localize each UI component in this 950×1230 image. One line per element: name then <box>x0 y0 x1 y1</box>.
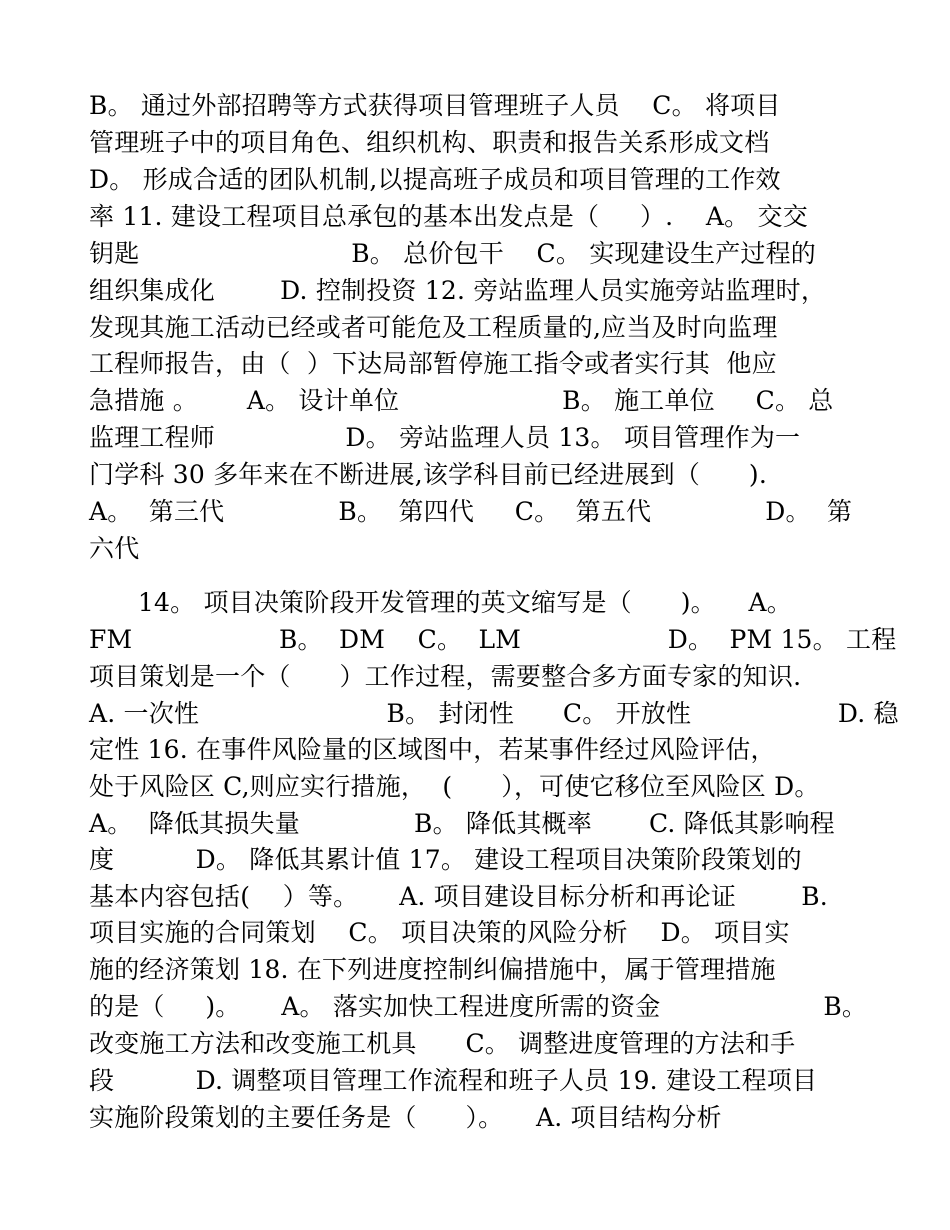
text-line: 发现其施工活动已经或者可能危及工程质量的,应当及时向监理 <box>89 313 778 342</box>
text-line: 钥匙 B。 总价包干 C。 实现建设生产过程的 <box>89 239 816 268</box>
text-line: 施的经济策划 18. 在下列进度控制纠偏措施中，属于管理措施 <box>89 955 776 984</box>
text-line: 项目策划是一个（ ）工作过程，需要整合多方面专家的知识. <box>89 662 802 691</box>
text-line: 监理工程师 D。 旁站监理人员 13。 项目管理作为一 <box>89 423 801 452</box>
text-line: 实施阶段策划的主要任务是（ ）。 A. 项目结构分析 <box>89 1103 722 1132</box>
text-line: 六代 <box>89 534 140 563</box>
text-line: 工程师报告，由（ ）下达局部暂停施工指令或者实行其 他应 <box>89 349 777 378</box>
text-line: D。 形成合适的团队机制,以提高班子成员和项目管理的工作效 <box>89 165 781 194</box>
text-line: 急措施 。 A。 设计单位 B。 施工单位 C。 总 <box>89 386 834 415</box>
text-line: 管理班子中的项目角色、组织机构、职责和报告关系形成文档 <box>89 128 770 157</box>
text-line: 处于风险区 C,则应实行措施， ( ），可使它移位至风险区 D。 <box>89 772 820 801</box>
text-line: A。 第三代 B。 第四代 C。 第五代 D。 第 <box>89 497 853 526</box>
text-line: 率 11. 建设工程项目总承包的基本出发点是（ ）. A。 交交 <box>89 202 808 231</box>
text-line: FM B。 DM C。 LM D。 PM 15。 工程 <box>89 625 897 654</box>
text-line: 的是（ )。 A。 落实加快工程进度所需的资金 B。 <box>89 992 868 1021</box>
text-line: 段 D. 调整项目管理工作流程和班子人员 19. 建设工程项目 <box>89 1066 818 1095</box>
text-line: A。 降低其损失量 B。 降低其概率 C. 降低其影响程 <box>89 809 835 838</box>
text-line: 项目实施的合同策划 C。 项目决策的风险分析 D。 项目实 <box>89 918 790 947</box>
text-line: 门学科 30 多年来在不断进展,该学科目前已经进展到（ ). <box>89 460 768 489</box>
text-line: 定性 16. 在事件风险量的区域图中，若某事件经过风险评估， <box>89 735 776 764</box>
text-line: A. 一次性 B。 封闭性 C。 开放性 D. 稳 <box>89 699 899 728</box>
text-line: 基本内容包括( ）等。 A. 项目建设目标分析和再论证 B. <box>89 882 828 911</box>
text-line: 组织集成化 D. 控制投资 12. 旁站监理人员实施旁站监理时， <box>89 276 827 305</box>
text-line: 度 D。 降低其累计值 17。 建设工程项目决策阶段策划的 <box>89 845 802 874</box>
text-line: 改变施工方法和改变施工机具 C。 调整进度管理的方法和手 <box>89 1029 796 1058</box>
paragraph-start-line: 14。 项目决策阶段开发管理的英文缩写是（ )。 A。 <box>89 588 792 617</box>
text-line: B。 通过外部招聘等方式获得项目管理班子人员 C。 将项目 <box>89 91 781 120</box>
